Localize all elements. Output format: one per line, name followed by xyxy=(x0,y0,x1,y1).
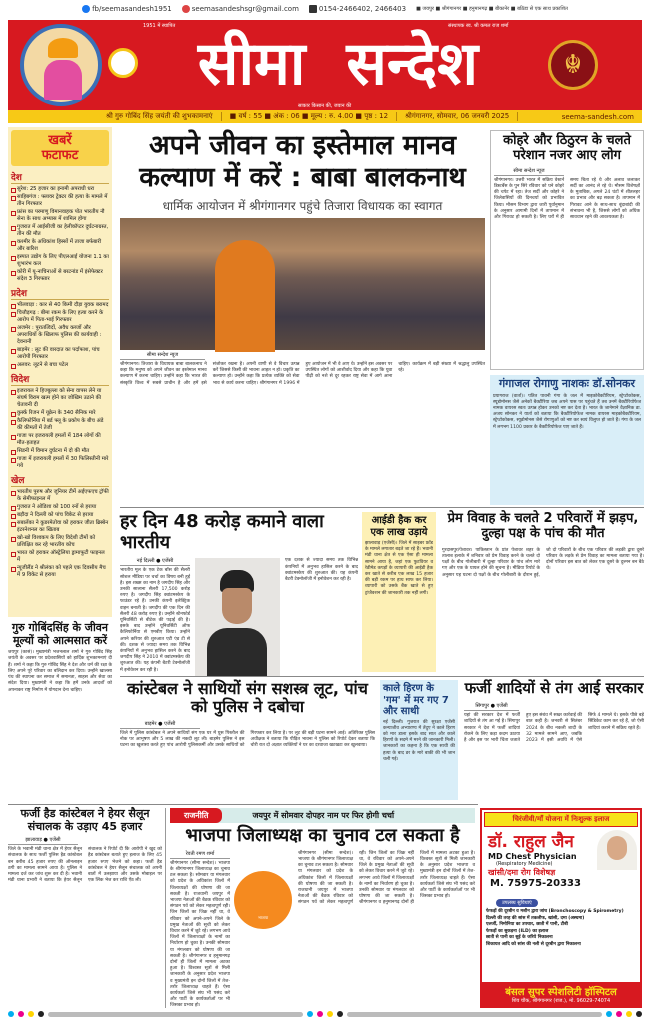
brief-item[interactable]: कैलिफोर्निया में बर्ड फ्लू के प्रकोप के बीच अंडे की कीमतों में तेजी xyxy=(11,418,109,432)
headline[interactable]: गंगाजल रोगाणु नाशकः डॉ.सोनकर xyxy=(498,377,636,390)
salon-fraud-article xyxy=(8,808,166,1008)
briefs-section-heading: खेल xyxy=(11,473,109,487)
facilities-label: उपलब्ध सुविधाएं xyxy=(496,899,538,907)
phone-icon xyxy=(309,5,317,13)
doctor-title: MD Chest Physician xyxy=(488,852,577,861)
article-body: प्रयागराज (वार्ता)। पतित पावनी गंगा के जल में माइकोबैक्टीरियम, स्ट्रेप्टोकोकस, स्यूडोमोनस जैसे अनेकों बैक्टीरिया जब अपने पास पर पहुंचते हैं तब उनमें बैक्टीरियोफेज नामक वायरस स्वतः उत्पन्न होकर उनको नष्ट कर देता है। भारत के जानेमाने वैज्ञानिक डा. अजय सोनकर ने यार्ता को बताया कि बैक्टीरियोफेज नामक वायरस माइकोबैक्टीरियम, स्ट्रेप्टोकोकस, स्यूडोमोनस जैसे रोगाणुओं को नष्ट कर स्वयं विलुप्त हो जाते हैं। गंगा के जल में लगभग 1100 प्रकार के बैक्टीरियोफेज पाए जाते हैं। xyxy=(493,393,641,430)
billionaire-article xyxy=(120,512,358,672)
headline[interactable]: कोहरे और ठिठुरन के चलते परेशान नजर आए लोग xyxy=(503,133,631,163)
brief-item[interactable]: भारतीय पुरुष और जूनियर टीमें अईएफएच ट्रॉफी के सेमीफाइनल में xyxy=(11,489,109,503)
byline: सीमा सन्देश न्यूज xyxy=(494,168,564,176)
lead-headline[interactable]: अपने जीवन का इस्तेमाल मानव कल्याण में करें : बाबा बालकनाथ xyxy=(139,130,466,193)
kicker: जयपुर में सोमवार दोपहर नाम पर फिर होगी चर्चा xyxy=(252,811,395,820)
brief-item[interactable]: साहिबगंज : फ्लावर ट्रेक्टर की हत्या के मामले में तीन गिरफ्तार xyxy=(11,194,109,208)
brief-item[interactable]: गाजा पर इजरायली हमलों में 184 लोगों की मौत-हताहत xyxy=(11,433,109,447)
article-body: नई दिल्ली। गुजरात की सुरक्षा एजेंसी कन्याजीव अभ्यारण्य में तेंदुए ने काले हिरण को मार डाला इसके बाद सात और काले हिरणों के सदमे में मरने की जानकारी मिली। जानकारों का कहना है कि एक साथी की हत्या के बाद डर के मारे बाकी की भी जान चली गई। xyxy=(383,719,455,762)
briefs-title-text: खबरें फटाफट xyxy=(41,133,79,163)
gangajal-article xyxy=(490,375,644,505)
brief-item[interactable]: बड़ौदा ने दिल्ली को पांच विकेट से हराया xyxy=(11,512,109,519)
kicker-bar xyxy=(170,808,475,823)
pen-emblem-icon xyxy=(108,48,138,78)
brief-item[interactable]: कोरी में यू-नाचिनाओं से बरटनांड में इंसेफेक्टर संदेश 3 गिरफ्तार xyxy=(11,269,109,283)
contact-strip xyxy=(0,0,650,18)
briefs-section-heading: देश xyxy=(11,170,109,184)
jagdeep-singh-photo xyxy=(195,558,280,676)
email-icon xyxy=(182,5,190,13)
facility-item: छाती से पानी का सुई के जरिये निकालना xyxy=(486,935,553,940)
headline[interactable]: भाजपा जिलाध्यक्ष का चुनाव टल सकता है xyxy=(185,825,460,846)
masthead xyxy=(8,20,642,110)
byline: सीमा सन्देश न्यूज xyxy=(120,352,205,360)
email-text: seemasandeshsgr@gmail.com xyxy=(191,5,299,13)
brief-item[interactable]: बाड़मेर : लूट की वारदात का पर्दाफाश, पांच आरोपी गिरफ्तार xyxy=(11,347,109,361)
facility-item: शिकायत आदि को सांस की नली से दूरबीन द्वारा निकालना xyxy=(486,941,581,947)
brief-item[interactable]: अजमेर : पुरातत्विदों, अवैध कब्जों और अपराधियों के खिलाफ पुलिस की कार्यवाही : देवनानी xyxy=(11,325,109,346)
founder-text: संस्थापक स्व. श्री कमल राज शर्मा xyxy=(448,23,509,29)
doctor-phone: M. 75975-20333 xyxy=(490,878,581,889)
ad-banner: चिरंजीवी/माँ योजना में निःशुल्क इलाज xyxy=(484,812,638,827)
news-briefs-sidebar xyxy=(8,127,112,617)
facility-item: फेफड़ों की दूरबीन व मशीन द्वारा जांच (Bronchoscopy & Spirometry) xyxy=(486,909,624,914)
headline[interactable]: गुरु गोबिंदसिंह के जीवन मूल्यों को आत्मसात करें xyxy=(11,621,109,647)
article-body: भारतीय मूल के एक टेक बॉस की सैलरी सोशल मीडिया पर चर्चा का विषय बनी हुई है। इस शख्स का नाम है जगदीप सिंह और उनकी सालाना सैलरी 17,500 करोड़ रुपए है। जगदीप सिंह क्वांटमस्केप के फाउंडर रहे हैं। उनकी कंपनी इलेक्ट्रिक वाहन बनाती है। जगदीप की एक दिन की सैलरी 48 करोड़ रुपए है। उन्होंने स्टैनफोर्ड यूनिवर्सिटी से बीटेक की पढ़ाई की है। इसके बाद उन्होंने यूनिवर्सिटी ऑफ कैलिफोर्निया से एमबीए किया। उन्होंने अपने करियर की शुरुआत एटी एंड टी से की। दशक से ज्यादा समय तक विभिन्न कंपनियों में अनुभव हासिल करने के बाद जगदीप सिंह ने 2010 में क्वांटमस्केप की शुरुआत की। यह कंपनी बैटरी टेक्नोलॉजी में इनोवेशन कर रही है। xyxy=(120,568,190,673)
tagline: साकार किसान की, जवान की xyxy=(298,103,352,109)
logo-text: भाजपा xyxy=(257,914,269,920)
doctor-name: डॉ. राहुल जैन xyxy=(488,832,574,852)
greeting: श्री गुरु गोबिंद सिंह जयंती की शुभकामनाएं xyxy=(98,112,222,121)
bjp-article xyxy=(170,808,475,1008)
footer-registration-bar xyxy=(8,1010,642,1018)
article-body-continued: एक दशक से ज्यादा समय तक विभिन्न कंपनियों में अनुभव हासिल करने के बाद क्वांटमस्केप की शुरुआत की। यह कंपनी बैटरी टेक्नोलॉजी में इनोवेशन कर रही है। xyxy=(285,558,358,582)
article-body: श्रीगंगानगर (सीमा सन्देश)। भाजपा के श्रीगंगानगर जिलाध्यक्ष का चुनाव टल सकता है। सोमवार या मंगलवार को प्रदेश के अधिकांश जिलों में जिलाध्यक्षों की घोषणा की जा सकती है। राजधानी जयपुर में भाजपा नेताओं की बैठक रविवार को संगठन पर्व को लेकर महत्वपूर्ण रही। जिन जिलों का जिक्र नहीं था, वे रविवार को अपने-अपने जिले के प्रमुख नेताओं की सूची को लेकर विचार करने में जुटे रहे। लगभग आधे जिलों में जिलाध्यक्षों के नामों का निर्धारण हो चुका है। उनकी सोमवार या मंगलवार को घोषणा की जा सकती है। श्रीगंगानगर व हनुमानगढ़ दोनों ही जिलों में मामला अटका हुआ है। विश्वस्त सूत्रों से मिली जानकारी के अनुसार प्रदेश भाजपा व मुख्यमंत्री इन दोनों जिलों में तेज-तर्रार जिलाध्यक्ष चाहते हैं। ऐसा कार्यकर्ता जिसे संघ भी पसंद करे और पार्टी के कार्यकर्ताओं पर भी जिसका प्रभाव हो। xyxy=(170,860,231,1009)
facebook-text: fb/seemasandesh1951 xyxy=(92,5,172,13)
briefs-section-heading: प्रदेश xyxy=(11,286,109,300)
byline: बाड़मेर ● एजेंसी xyxy=(120,721,200,729)
brief-item[interactable]: इजरायल ने हिज्बुल्ला को सेना वापस लेने या संघर्ष विराम खत्म होने का जोखिम उठाने की चेतावनी दी xyxy=(11,388,109,409)
byline: सिंगापुर ● एजेंसी xyxy=(464,703,519,711)
byline: नई दिल्ली ● एजेंसी xyxy=(120,558,190,566)
article-body: जयपुर (कासं)। मुख्यमंत्री भजनलाल शर्मा ने गुरु गोबिंद सिंह जयंती के अवसर पर प्रदेशवासियों को हार्दिक शुभकामनाएं दी हैं। शर्मा ने कहा कि गुरु गोबिंद सिंह ने देश और धर्म की रक्षा के लिए अपने पूरे परिवार का बलिदान कर दिया। उन्होंने खालसा पंथ की स्थापना कर समाज में समानता, साहस और सेवा का संदेश दिया। मुख्यमंत्री ने कहा कि हमें उनके आदर्शों को अपनाकर राष्ट्र निर्माण में योगदान देना चाहिए। xyxy=(8,650,112,693)
article-body: जिले में पुलिस कांस्टेबल ने अपने साथियों संग एक घर में घुस पिस्तौल की नोक पर आभूषण और 5 लाख की नकदी लूट ली। बाड़मेर पुलिस ने इस घटना का खुलासा करते हुए पांच आरोपी पुलिसकर्मी और उसके साथियों को गिरफ्तार कर लिया है। पर लूट की बड़ी घटना सामने आई। अतिरिक्त पुलिस अधीक्षक ने बताया कि पीड़ित भावना ने पुलिस को रिपोर्ट देकर बताया कि चोरी रात दो अज्ञात व्यक्तियों ने घर का दरवाजा खटखटा कर खुलवाया। xyxy=(120,730,375,749)
briefs-list xyxy=(11,302,109,369)
brief-item[interactable]: सुरेश: 25 हजार का इनामी अपराधी धरा xyxy=(11,186,109,193)
briefs-list xyxy=(11,489,109,579)
brief-item[interactable]: गुजरात ने ओडिशा को 100 रनों से हराया xyxy=(11,504,109,511)
lead-photo-crowd xyxy=(120,218,485,350)
newspaper-logo[interactable]: सीमा सन्देश xyxy=(197,29,479,99)
fog-article xyxy=(490,130,644,370)
headline[interactable]: आईडी हैक कर एक लाख उड़ाये xyxy=(370,515,428,538)
black-buck-article xyxy=(380,680,458,800)
guru-article xyxy=(8,622,112,757)
id-hack-article xyxy=(362,512,436,672)
briefs-section-heading: विदेश xyxy=(11,372,109,386)
hospital-address: शिव चौक, श्रीगंगानगर (राज.), मो. 96029-74074 xyxy=(511,998,611,1004)
guru-gobind-singh-illustration xyxy=(20,24,102,106)
bjp-logo-column xyxy=(234,851,294,991)
article-body: श्रीगंगानगर। तिजारा के विधायक बाबा बालकनाथ ने कहा कि मनुष्य को अपने जीवन का इस्तेमाल मानव कल्याण में करना चाहिए। उन्होंने कहा कि भारत की संस्कृति विश्व में सबसे प्राचीन है और हमें इसे संजोकर रखना है। अपनी वाणी से वे विचार उत्पन्न करें जिससे किसी की भावना आहत न हो। प्रकृति का कल्याण हो। उन्होंने कहा कि प्रत्येक व्यक्ति को सेवा भाव से कार्य करना चाहिए। श्रीगंगानगर में 1996 में हुए आयोजन में भी वे आए थे। उन्होंने इस अवसर पर उपस्थित लोगों को आशीर्वाद दिया और कहा कि युवा पीढ़ी को नशे से दूर रहकर राष्ट्र सेवा में आगे आना चाहिए। कार्यक्रम में बड़ी संख्या में श्रद्धालु उपस्थित रहे। xyxy=(120,362,485,386)
briefs-list xyxy=(11,388,109,470)
specialty: खांसी/दमा रोग विशेषज्ञ xyxy=(488,868,556,877)
website-link[interactable]: seema-sandesh.com xyxy=(561,112,634,121)
headline[interactable]: हर दिन 48 करोड़ कमाने वाला भारतीय xyxy=(120,511,324,553)
brief-item[interactable]: कुर्स्क रिजन में यूक्रेन के 340 सैनिक मारे xyxy=(11,410,109,417)
article-body: श्रीगंगानगर। उत्तरी भारत में सक्रिय वेस्टर्न डिस्टर्बेंस के पुन सिरे रविवार को घने कोहरे की चपेट में रहा। तेज सर्दी और कोहरे ने जिलेवासियों की दिनचर्या को प्रभावित किया। मौसम विभाग द्वारा जारी पूर्वानुमान के अनुसार आगामी दिनों में तापमान में और गिरावट हो सकती है। लिए घरों में ही समय बिता रहे थे और अलाव जलाकर सर्दी का आनंद ले रहे थे। मौसम विशेषज्ञों के मुताबिक, अगले 24 घंटों में शीतलहर का प्रभाव और बढ़ सकता है। तापमान में गिरावट आने के साथ-साथ बूंदाबांदी की संभावना भी है, जिससे लोगों को अधिक सावधान रहने की आवश्यकता है। xyxy=(494,177,640,221)
khanda-icon: ☬ xyxy=(548,40,598,90)
love-marriage-article xyxy=(442,512,644,672)
article-body: गुरदासपुर/पेशावर। पाकिस्तान के प्रांत पेशावर शहर के तालाब इलाके में शनिवार को प्रेम विवाह करने के चलते दो पक्षों के बीच गोलीबारी में दूल्हा परिवार के पांच लोग मारे गए और एक के घायल होने की सूचना है। मीडिया रिपोर्ट के अनुसार यह घटना दो पक्षों के बीच गोलीबारी के दौरान हुई, जो दो परिवारों के बीच एक परिवार की लड़की द्वारा दूसरे परिवार के लड़के से प्रेम विवाह का मामला बताया गया है। दोनों परिवार इस बात को लेकर एक दूसरे के दुश्मन बन बैठे थे। xyxy=(442,547,644,578)
byline: झालावाड़ ● एजेंसी xyxy=(8,837,78,845)
brief-item[interactable]: फ्रांस का परमाणु विमानवाहक पोत भारतीय नौ सेना के साथ अभ्यास में शामिल होगा xyxy=(11,209,109,223)
brief-item[interactable]: कश्मीर के अधिकांश हिस्सों में ताजा बर्फबारी और बारिश xyxy=(11,239,109,253)
facility-item: एलर्जी, निमोनिया का उपचार, छाती में पानी, टीबी xyxy=(486,922,568,927)
article-body: जिले के भवानी मंडी थाना क्षेत्र में हेयर सैलून संचालक के साथ फर्जी पुलिस हैड कांस्टेबल बन करीब 45 हजार रुपए की ऑनलाइन ठगी का मामला सामने आया है। पुलिस ने मामला दर्ज कर जांच शुरू कर दी है। भवानी मंडी थाना प्रभारी ने बताया कि हेयर सैलून संचालक ने रिपोर्ट दी कि आरोपी ने खुद को हैड कांस्टेबल बताते हुए इलाज के लिए 45 हजार रुपए भेजने को कहा। फर्जी हैड कांस्टेबल ने हेयर सैलून संचालक को अपनी बातों में उलझाया और उसके मोबाइल पर एक लिंक भेज कर राशि ऐंठ ली। xyxy=(8,847,162,884)
facebook-link[interactable] xyxy=(82,5,172,13)
constable-article xyxy=(120,680,375,800)
email-link[interactable] xyxy=(182,5,299,13)
headline[interactable]: काले हिरण के 'गम' में मर गए 7 और साथी xyxy=(383,683,449,717)
brief-item[interactable]: गाजा में इजरायली हमलों में 30 फिलिस्तीनी मारे गये xyxy=(11,456,109,470)
headline[interactable]: कांस्टेबल ने साथियों संग सशस्त्र लूट, पांच को पुलिस ने दबोचा xyxy=(127,679,368,717)
issue-info: ■ वर्ष : 55 ■ अंक : 06 ■ मूल्य : रु. 4.00 ■ पृष्ठ : 12 xyxy=(222,112,397,121)
phone xyxy=(309,5,406,13)
issue-band xyxy=(8,110,642,123)
facility-item: फेफड़ों का सुकड़ना (ILD) का इलाज xyxy=(486,928,549,934)
hospital-advertisement[interactable] xyxy=(480,808,642,1008)
dateline: श्रीगंगानगर, सोमवार, 06 जनवरी 2025 xyxy=(397,112,518,121)
established-text: 1951 में स्थापित xyxy=(143,23,176,29)
briefs-list xyxy=(11,186,109,283)
brief-item[interactable]: चित्तौड़गढ़ : बीमा रकम के लिए हत्या करने के आरोप में पिता-भाई गिरफ्तार xyxy=(11,310,109,324)
section-tag[interactable]: राजनीति xyxy=(170,808,222,823)
facility-item: दिल्ली की तरह की सांस में तकलीफ, खांसी, दमा (अस्थमा) xyxy=(486,915,585,921)
headline[interactable]: फर्जी हैड कांस्टेबल ने हेयर सैलून संचालक के उड़ाए 45 हजार xyxy=(20,807,150,833)
brief-item[interactable]: खो-खो विश्वकप के लिए विदेशी टीमों को प्रशिक्षित कर रहे भारतीय कोच xyxy=(11,535,109,549)
briefs-title xyxy=(11,130,109,166)
article-body: झालावाड़ (एजेंसी)। जिले में साइबर फ्रॉड के मामले लगातार बढ़ते जा रहे हैं। भवानी मंडी थाना क्षेत्र से एक ऐसा ही मामला सामने आया है, जहां एक फुटवियर व रेडीमेड कपड़ों के व्यापारी की आईडी हैक कर खाते से करीब एक लाख 15 हजार की बड़ी रकम पर हाथ साफ कर लिया। व्यापारी को उसके बैंक खाते से हुए ट्रांजैक्शन की जानकारी तक नहीं लगी। xyxy=(365,541,433,596)
fake-marriage-article xyxy=(464,680,644,800)
headline[interactable]: फर्जी शादियों से तंग आई सरकार xyxy=(464,679,644,697)
lead-article xyxy=(120,130,485,487)
brief-item[interactable]: इस्पात उद्योग के लिए पीएलआई योजना 1.1 का शुभारंभ कल xyxy=(11,254,109,268)
facebook-icon xyxy=(82,5,90,13)
doctor-photo xyxy=(597,830,637,870)
phone-text: 0154-2466402, 2466403 xyxy=(318,5,407,13)
brief-item[interactable]: सिडनी में विमान दुर्घटना में दो की मौत xyxy=(11,448,109,455)
brief-item[interactable]: भीलवाड़ा : कार से 40 किमी दौड़ा युवक बरामद xyxy=(11,302,109,309)
brief-item[interactable]: अलवर: लूटने से बचा पटेल xyxy=(11,362,109,369)
article-body-continued: श्रीगंगानगर (सीमा सन्देश)। भाजपा के श्रीगंगानगर जिलाध्यक्ष का चुनाव टल सकता है। सोमवार या मंगलवार को प्रदेश के अधिकांश जिलों में जिलाध्यक्षों की घोषणा की जा सकती है। राजधानी जयपुर में भाजपा नेताओं की बैठक रविवार को संगठन पर्व को लेकर महत्वपूर्ण रही। जिन जिलों का जिक्र नहीं था, वे रविवार को अपने-अपने जिले के प्रमुख नेताओं की सूची को लेकर विचार करने में जुटे रहे। लगभग आधे जिलों में जिलाध्यक्षों के नामों का निर्धारण हो चुका है। उनकी सोमवार या मंगलवार को घोषणा की जा सकती है। श्रीगंगानगर व हनुमानगढ़ दोनों ही जिलों में मामला अटका हुआ है। विश्वस्त सूत्रों से मिली जानकारी के अनुसार प्रदेश भाजपा व मुख्यमंत्री इन दोनों जिलों में तेज-तर्रार जिलाध्यक्ष चाहते हैं। ऐसा कार्यकर्ता जिसे संघ भी पसंद करे और पार्टी के कार्यकर्ताओं पर भी जिसका प्रभाव हो। xyxy=(298,850,475,906)
brief-item[interactable]: गुजरात में आईसीजी का हेलीकॉप्टर दुर्घटनाग्रस्त, तीन की मौत xyxy=(11,224,109,238)
headline[interactable]: प्रेम विवाह के चलते 2 परिवारों में झड़प, दुल्हा पक्ष के पांच की मौत xyxy=(447,511,639,541)
article-body: यहां की सरकार देश में फर्जी शादियों से तंग आ गई है। सिंगापुर सरकार ने देश में फर्जी शादियां रोकने के लिए कड़ा कदम उठाया है और इस पर भारी चिंता जताते हुए इस संबंध में सख्त कार्रवाई की बात कही है। जनवरी से सितंबर 2024 के बीच नकली शादी के 32 मामले सामने आए, जबकि 2023 में इसी अवधि में ऐसे सिर्फ 4 मामले थे। इसके पीछे बड़े सिंडिकेट काम कर रहे हैं, जो ऐसी शादियां कराने में सक्रिय रहते हैं। xyxy=(464,713,644,744)
brief-item[interactable]: भारत को हराकर ऑस्ट्रेलिया ड्रामाफूटी फाइनल में xyxy=(11,550,109,564)
brief-item[interactable]: न्यूजीलैंड ने श्रीलंका को पहले एक दिवसीय मैच में 9 विकेट से हराया xyxy=(11,565,109,579)
lead-subhead: धार्मिक आयोजन में श्रीगंगानगर पहुंचे तिजारा विधायक का स्वागत xyxy=(162,199,443,213)
editions: ■ जयपुर ■ श्रीगंगानगर ■ हनुमानगढ़ ■ बीकानेर ■ बठिंडा से एक साथ प्रकाशित xyxy=(416,6,568,12)
byline: रेवती रमण शर्मा xyxy=(170,851,230,859)
doctor-subtitle: (Respiratory Medicine) xyxy=(496,861,553,867)
bjp-lotus-logo xyxy=(234,871,292,929)
brief-item[interactable]: सबालेंका ने कुडरमेतोवा को हराकर जीता ब्रिस्बेन इंटरनेशनल का खिताब xyxy=(11,520,109,534)
hospital-name: बंसल सुपर स्पेशलिटी हॉस्पिटल xyxy=(505,987,617,998)
